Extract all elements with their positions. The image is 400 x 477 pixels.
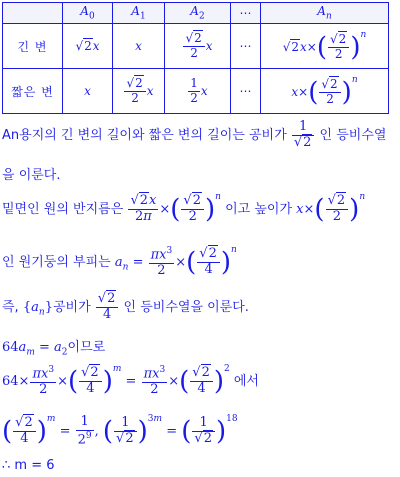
conclusion-line: ∴ m = 6 <box>2 458 55 473</box>
table-row-short-side <box>3 69 389 114</box>
solution-line-4: 인 원기둥의 부피는 $a_n$ = $\frac{\pi x^3}{2}$ ×( $\frac{√2}{4}$ )$^n$ <box>2 245 237 279</box>
cell-short-dots: ⋯ <box>231 69 261 114</box>
line5-text-c: 인 등비수열을 이룬다. <box>123 299 249 315</box>
solution-line-5: 즉, $\{a_n\}$공비가 $\frac{√2}{4}$ 인 등비수열을 이룬다. <box>2 291 249 322</box>
sequence-table <box>2 2 389 114</box>
solution-line-7: 64× $\frac{\pi x^3}{2}$ ×( $\frac{√2}{4}$ )$^m$ = $\frac{\pi x^3}{2}$ ×( $\frac{√2}{4}$ )$^2$ 에서 <box>2 364 259 398</box>
line6-text-b: 이므로 <box>67 340 106 355</box>
table-header-row <box>3 3 389 24</box>
cell-short-a1: $\frac{√2}{2}$ x <box>113 69 165 114</box>
cell-short-an: x×( $\frac{√2}{2}$ )$^n$ <box>261 69 389 114</box>
cell-long-dots: ⋯ <box>231 24 261 69</box>
line5-text-a: 즉, <box>2 299 19 315</box>
cell-long-an: √2x×( $\frac{√2}{2}$ )$^n$ <box>261 24 389 69</box>
cell-long-a1: x <box>113 24 165 69</box>
line5-text-b: 공비가 <box>52 299 91 315</box>
line1-text-b: 인 등비수열 <box>319 127 387 143</box>
line7-text-b: 에서 <box>233 374 259 389</box>
cell-long-a0: √2x <box>63 24 113 69</box>
cell-short-a0: x <box>63 69 113 114</box>
line1-text-a: An용지의 긴 변의 길이와 짧은 변의 길이는 공비가 <box>2 127 287 143</box>
header-an: $A_n$ <box>261 3 389 24</box>
ratio-fraction: $\frac{1}{√2}$ <box>292 120 315 151</box>
line3-text-b: 이고 높이가 <box>225 202 293 217</box>
header-empty <box>3 3 63 24</box>
line3-text-a: 밑면인 원의 반지름은 <box>2 202 124 217</box>
header-a2: $A_2$ <box>165 3 231 24</box>
header-a0: $A_0$ <box>63 3 113 24</box>
header-dots: ⋯ <box>231 3 261 24</box>
cell-long-a2: $\frac{√2}{2}$ x <box>165 24 231 69</box>
header-a1: $A_1$ <box>113 3 165 24</box>
cell-short-a2: $\frac{1}{2}$ x <box>165 69 231 114</box>
solution-line-2: 을 이룬다. <box>2 168 61 183</box>
solution-line-8: ( $\frac{√2}{4}$ )$^m$ = $\frac{1}{2^9}$ , ( $\frac{1}{√2}$ )$^{3m}$ = ( $\frac{1}{√2}$ )$^{18}$ <box>2 413 238 448</box>
row-label-short-side: 짧은 변 <box>3 69 63 114</box>
line4-text-a: 인 원기둥의 부피는 <box>2 255 111 270</box>
solution-line-6: $64a_m = a_2$이므로 <box>2 340 106 358</box>
solution-line-1 <box>2 120 386 151</box>
table-row-long-side <box>3 24 389 69</box>
row-label-long-side: 긴 변 <box>3 24 63 69</box>
solution-line-3: 밑면인 원의 반지름은 $\frac{√2x}{2\pi}$ ×( $\frac{√2}{2}$ )$^n$ 이고 높이가 x×( $\frac{√2}{2}$ )$^n$ <box>2 192 366 225</box>
